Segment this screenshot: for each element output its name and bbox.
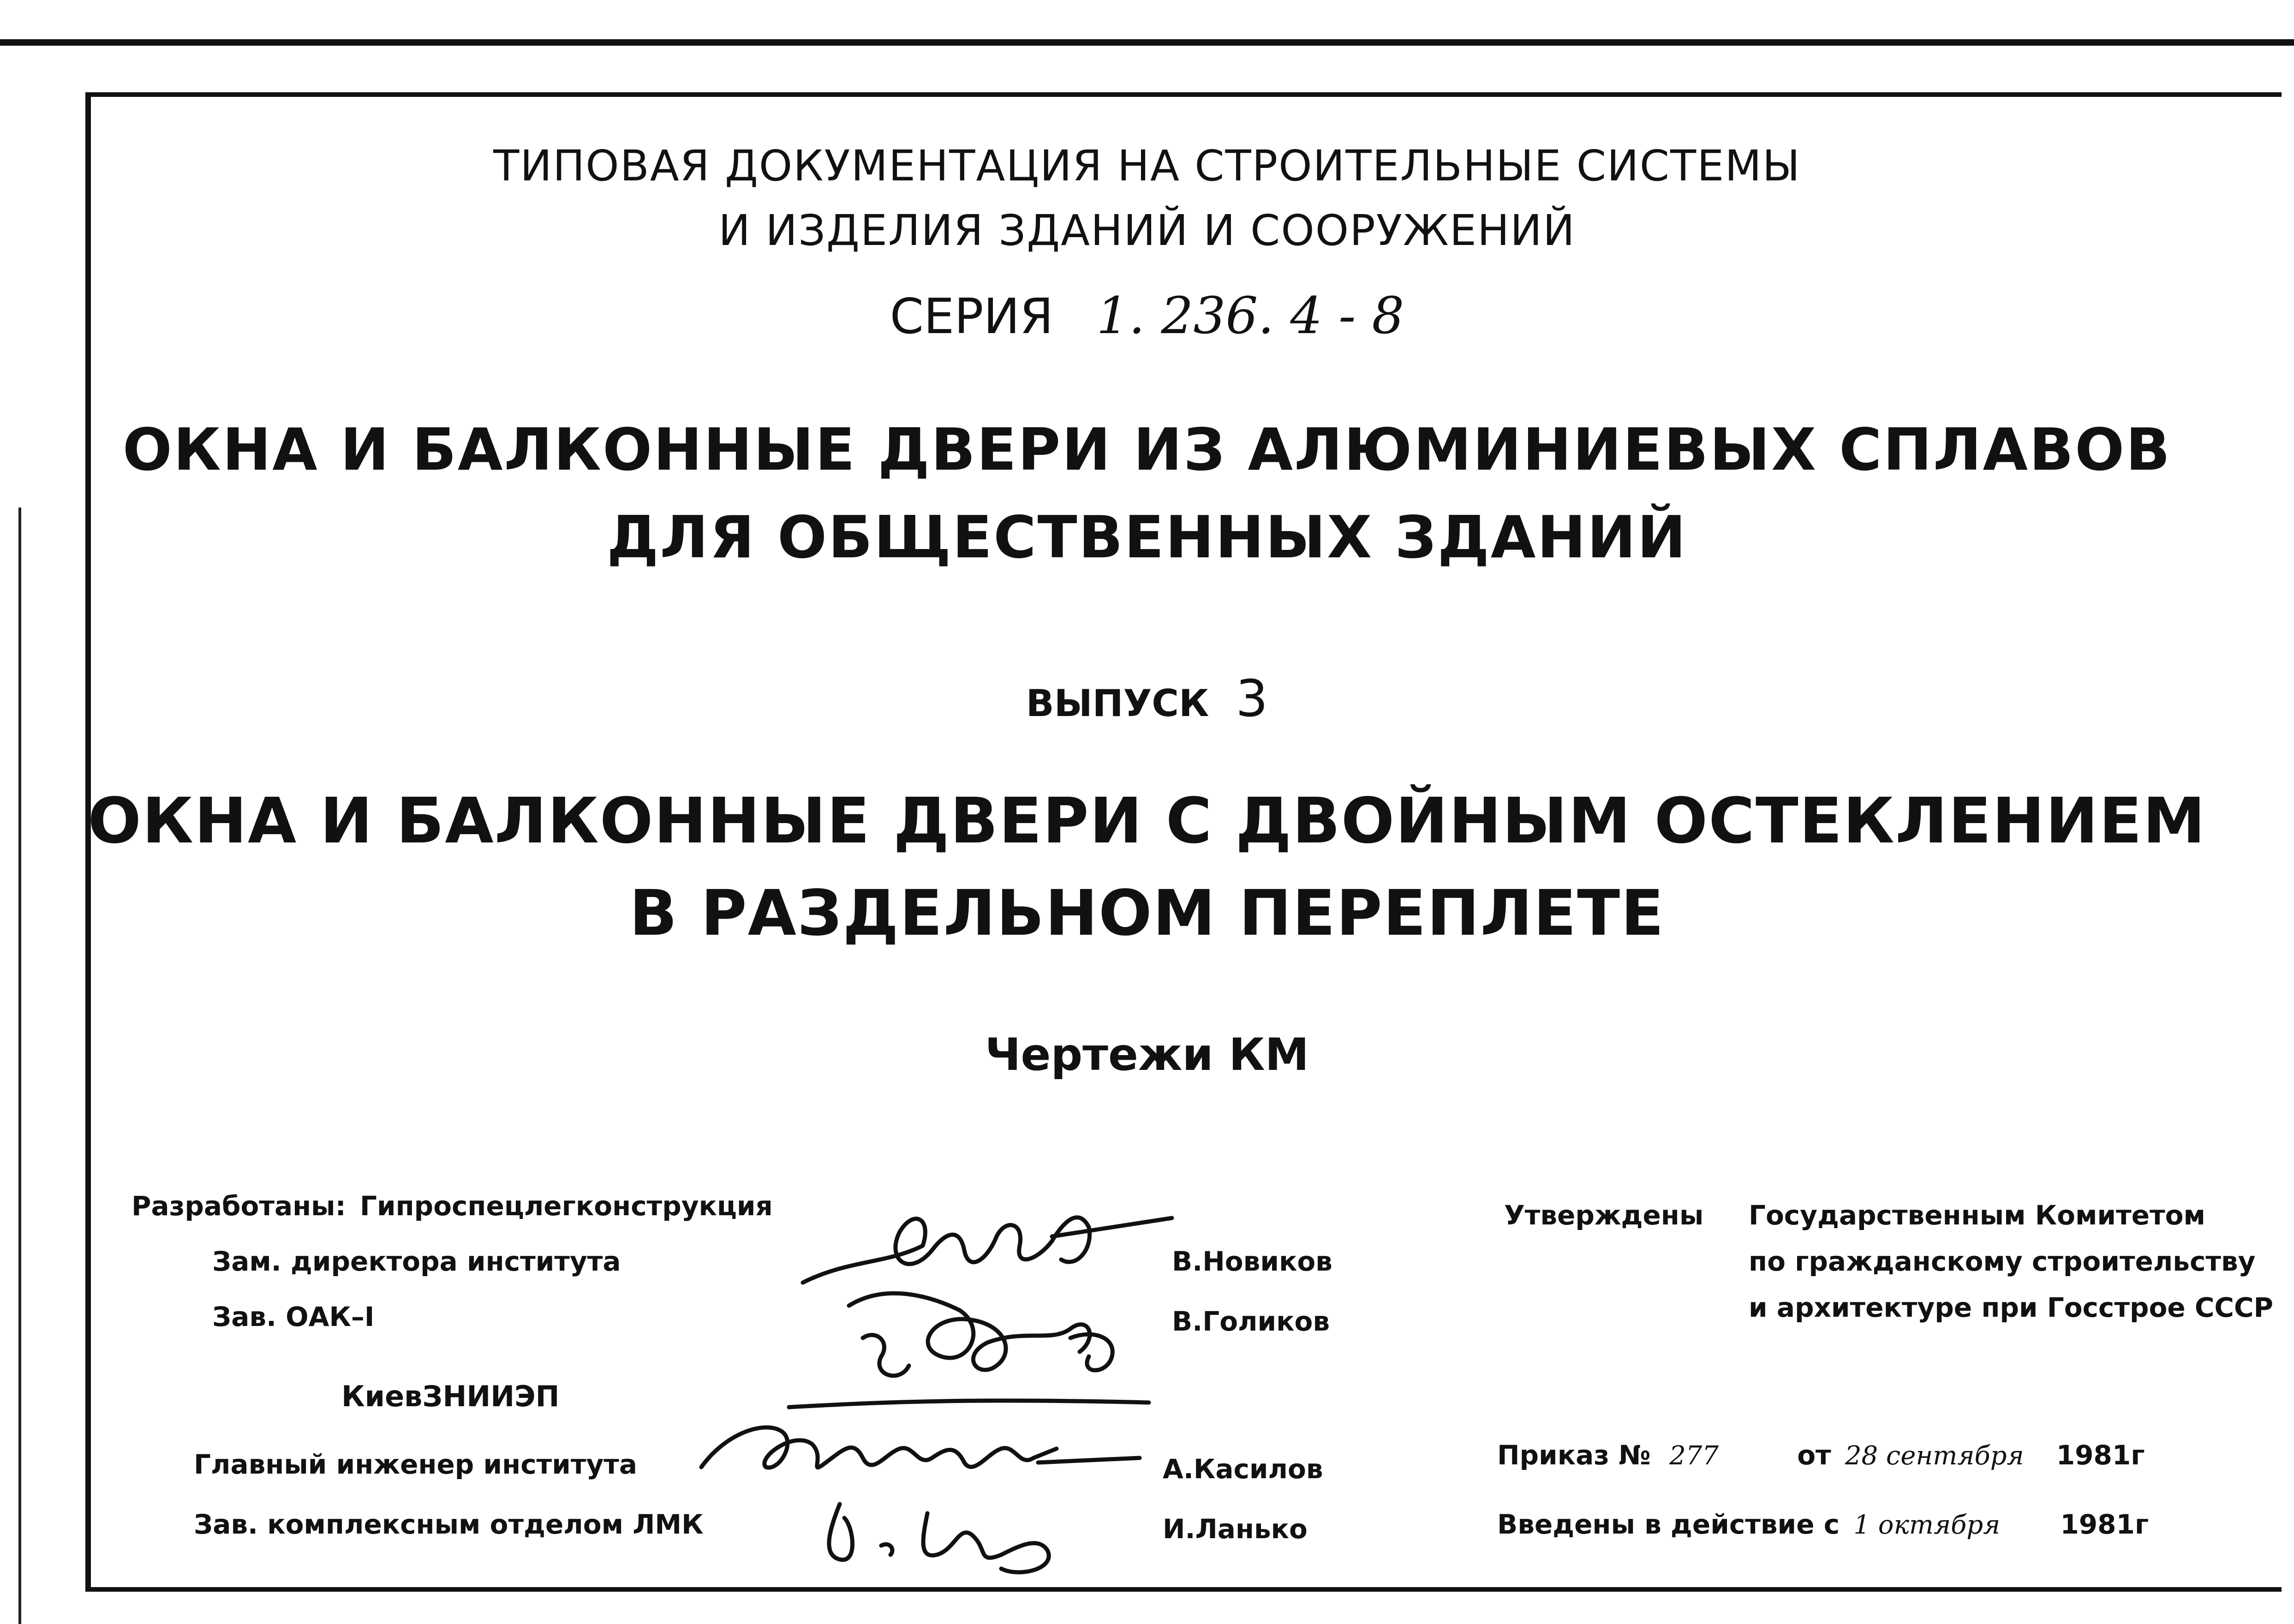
main-title-line-2: ДЛЯ ОБЩЕСТВЕННЫХ ЗДАНИЙ: [607, 503, 1687, 571]
developed-label: Разработаны:: [131, 1190, 346, 1222]
header-line-2: И ИЗДЕЛИЯ ЗДАНИЙ И СООРУЖЕНИЙ: [718, 206, 1576, 255]
signature-novikov-golikov: [794, 1190, 1200, 1403]
issue-line: [0, 669, 2294, 728]
order-date: 28 сентября: [1845, 1441, 2024, 1471]
developer-org-2: КиевЗНИИЭП: [341, 1379, 560, 1413]
issue-title: [0, 775, 2294, 960]
order-number: 277: [1669, 1441, 1719, 1471]
order-year: 1981г: [2056, 1439, 2145, 1471]
effective-line: [1497, 1509, 2149, 1540]
order-label: Приказ №: [1497, 1439, 1651, 1471]
effective-date: 1 октября: [1853, 1510, 2001, 1540]
issue-number: 3: [1236, 669, 1268, 728]
approved-label: Утверждены: [1504, 1200, 1704, 1231]
issue-title-line-2: В РАЗДЕЛЬНОМ ПЕРЕПЛЕТЕ: [629, 877, 1665, 950]
top-rule: [0, 39, 2294, 46]
name-golikov: В.Голиков: [1172, 1306, 1330, 1337]
role-head-lmk: Зав. комплексным отделом ЛМК: [194, 1509, 704, 1540]
main-title: [0, 406, 2294, 581]
name-novikov: В.Новиков: [1172, 1246, 1332, 1277]
approved-line-1: Государственным Комитетом: [1749, 1200, 2205, 1231]
series-label: СЕРИЯ: [890, 288, 1054, 345]
frame-bottom-border: [85, 1587, 2282, 1592]
signature-kasilov-lanko: [687, 1398, 1158, 1592]
approved-line-2: по гражданскому строительству: [1749, 1246, 2256, 1277]
series-number: 1. 236. 4 - 8: [1096, 286, 1404, 345]
approved-line-3: и архитектуре при Госстрое СССР: [1749, 1292, 2274, 1323]
issue-label: ВЫПУСК: [1026, 682, 1209, 725]
developer-org-1: Гипроспецлегконструкция: [360, 1190, 773, 1222]
effective-year: 1981г: [2060, 1509, 2149, 1540]
main-title-line-1: ОКНА И БАЛКОННЫЕ ДВЕРИ ИЗ АЛЮМИНИЕВЫХ СПЛАВОВ: [122, 416, 2172, 484]
name-lanko: И.Ланько: [1163, 1513, 1308, 1545]
order-from-label: от: [1797, 1439, 1831, 1471]
drawings-label: Чертежи КМ: [985, 1029, 1309, 1081]
role-deputy-director: Зам. директора института: [212, 1246, 621, 1277]
effective-label: Введены в действие с: [1497, 1509, 1840, 1540]
role-chief-engineer: Главный инженер института: [194, 1449, 638, 1480]
order-line: [1497, 1439, 2145, 1471]
role-head-oak: Зав. ОАК–І: [212, 1301, 375, 1332]
document-header: [0, 134, 2294, 263]
header-line-1: ТИПОВАЯ ДОКУМЕНТАЦИЯ НА СТРОИТЕЛЬНЫЕ СИСТЕМЫ: [493, 141, 1801, 191]
name-kasilov: А.Касилов: [1163, 1453, 1323, 1485]
series-line: [0, 286, 2294, 345]
issue-title-line-1: ОКНА И БАЛКОННЫЕ ДВЕРИ С ДВОЙНЫМ ОСТЕКЛЕНИЕМ: [88, 785, 2206, 858]
frame-top-border: [85, 92, 2282, 97]
